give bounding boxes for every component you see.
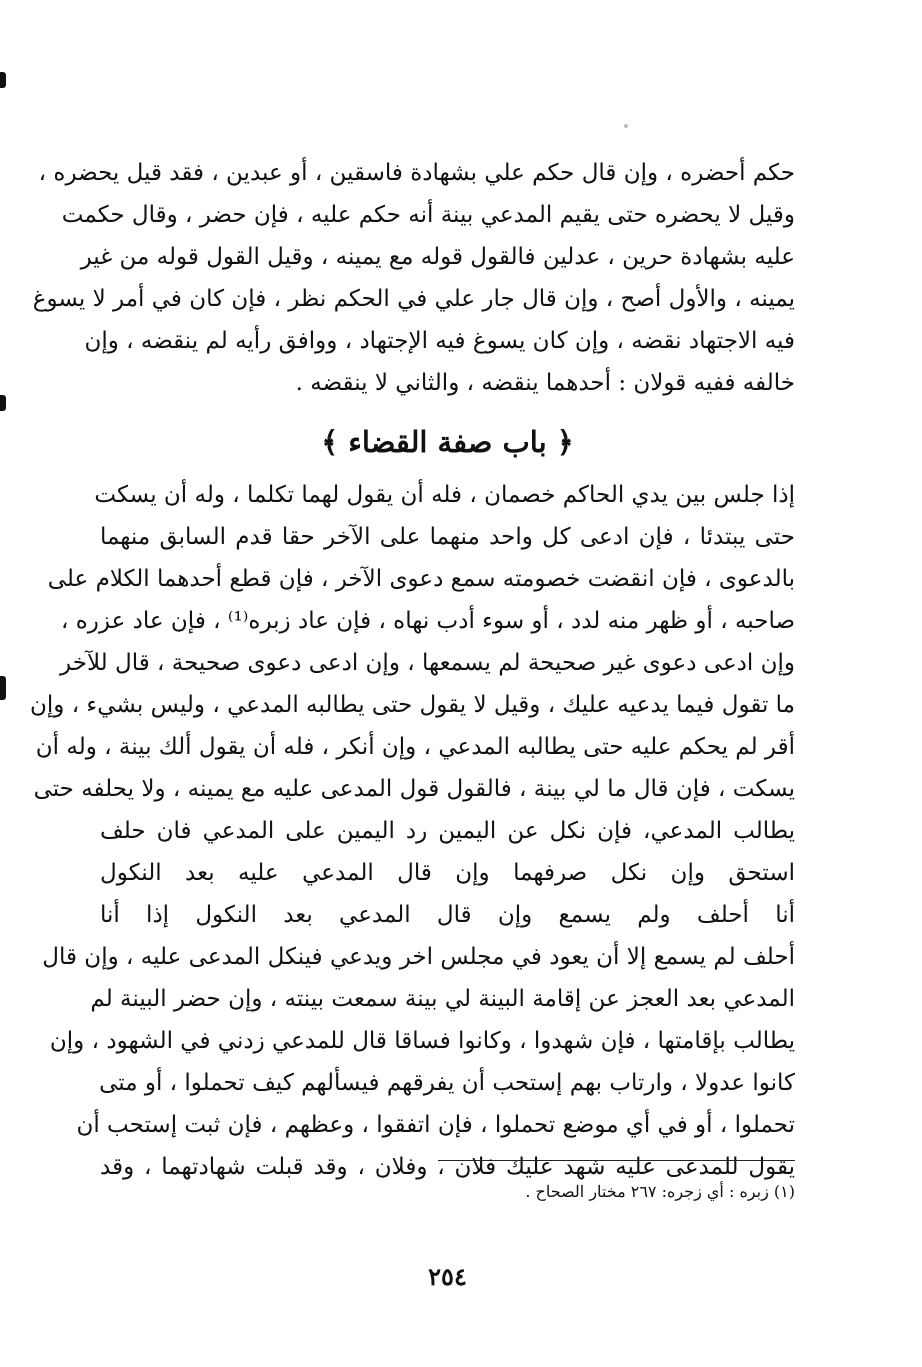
footnote: (١) زبره : أي زجره: ٢٦٧ مختار الصحاح . — [525, 1182, 795, 1201]
text-line: يقول للمدعى عليه شهد عليك فلان ، وفلان ، وقد قبلت شهادتهما ، وقد — [100, 1154, 795, 1180]
text-line: كانوا عدولا ، وارتاب بهم إستحب أن يفرقهم فيسألهم كيف تحملوا ، أو متى — [99, 1070, 795, 1096]
text-line: حتى يبتدئا ، فإن ادعى كل واحد منهما على الآخر حقا قدم السابق منهما — [100, 524, 795, 550]
text-line: صاحبه ، أو ظهر منه لدد ، أو سوء أدب نهاه ، فإن عاد زبره⁽¹⁾ ، فإن عاد عزره ، — [61, 608, 795, 634]
binding-mark — [0, 72, 6, 88]
text-line: حكم أحضره ، وإن قال حكم علي بشهادة فاسقين ، أو عبدين ، فقد قيل يحضره ، — [38, 160, 795, 186]
text-line: فيه الاجتهاد نقضه ، وإن كان يسوغ فيه الإجتهاد ، ووافق رأيه لم ينقضه ، وإن — [84, 328, 795, 354]
text-line: خالفه ففيه قولان : أحدهما ينقضه ، والثاني لا ينقضه . — [295, 370, 795, 396]
footnote-divider — [438, 1160, 795, 1161]
binding-mark — [0, 395, 6, 411]
main-paragraph — [30, 474, 795, 1188]
text-line: عليه بشهادة حرين ، عدلين فالقول قوله مع يمينه ، وقيل القول قوله من غير — [80, 244, 795, 270]
text-line: أحلف لم يسمع إلا أن يعود في مجلس اخر ويدعي فينكل المدعى عليه ، وإن قال — [42, 944, 795, 970]
text-line: يسكت ، فإن قال ما لي بينة ، فالقول قول المدعى عليه مع يمينه ، ولا يحلفه حتى — [33, 776, 795, 802]
text-line: وإن ادعى دعوى غير صحيحة لم يسمعها ، وإن ادعى دعوى صحيحة ، قال للآخر — [60, 650, 795, 676]
text-line: المدعي بعد العجز عن إقامة البينة لي بينة سمعت بينته ، وإن حضر البينة لم — [90, 986, 795, 1012]
text-line: يطالب المدعي، فإن نكل عن اليمين رد اليمين على المدعي فان حلف — [100, 818, 795, 844]
scan-speck — [624, 124, 628, 128]
text-line: بالدعوى ، فإن انقضت خصومته سمع دعوى الآخر ، فإن قطع أحدهما الكلام على — [47, 566, 795, 592]
chapter-title: ﴿ باب صفة القضاء ﴾ — [321, 425, 574, 459]
text-line: يمينه ، والأول أصح ، وإن قال جار علي في الحكم نظر ، فإن كان في أمر لا يسوغ — [32, 286, 795, 312]
intro-paragraph — [32, 152, 795, 404]
text-line: أقر لم يحكم عليه حتى يطالبه المدعي ، وإن أنكر ، فله أن يقول ألك بينة ، وله أن — [35, 734, 795, 760]
text-line: تحملوا ، أو في أي موضع تحملوا ، فإن اتفقوا ، وعظهم ، فإن ثبت إستحب أن — [76, 1112, 795, 1138]
text-line: استحق وإن نكل صرفهما وإن قال المدعي عليه بعد النكول — [100, 860, 795, 886]
binding-mark — [0, 676, 6, 700]
text-line: يطالب بإقامتها ، فإن شهدوا ، وكانوا فساقا قال للمدعي زدني في الشهود ، وإن — [49, 1028, 795, 1054]
text-line: ما تقول فيما يدعيه عليك ، وقيل لا يقول حتى يطالبه المدعي ، وليس بشيء ، وإن — [30, 692, 795, 718]
text-line: وقيل لا يحضره حتى يقيم المدعي بينة أنه حكم عليه ، فإن حضر ، وقال حكمت — [61, 202, 795, 228]
page-number: ٢٥٤ — [428, 1262, 467, 1291]
text-line: إذا جلس بين يدي الحاكم خصمان ، فله أن يقول لهما تكلما ، وله أن يسكت — [94, 482, 795, 508]
text-line: أنا أحلف ولم يسمع وإن قال المدعي بعد النكول إذا أنا — [100, 902, 795, 928]
